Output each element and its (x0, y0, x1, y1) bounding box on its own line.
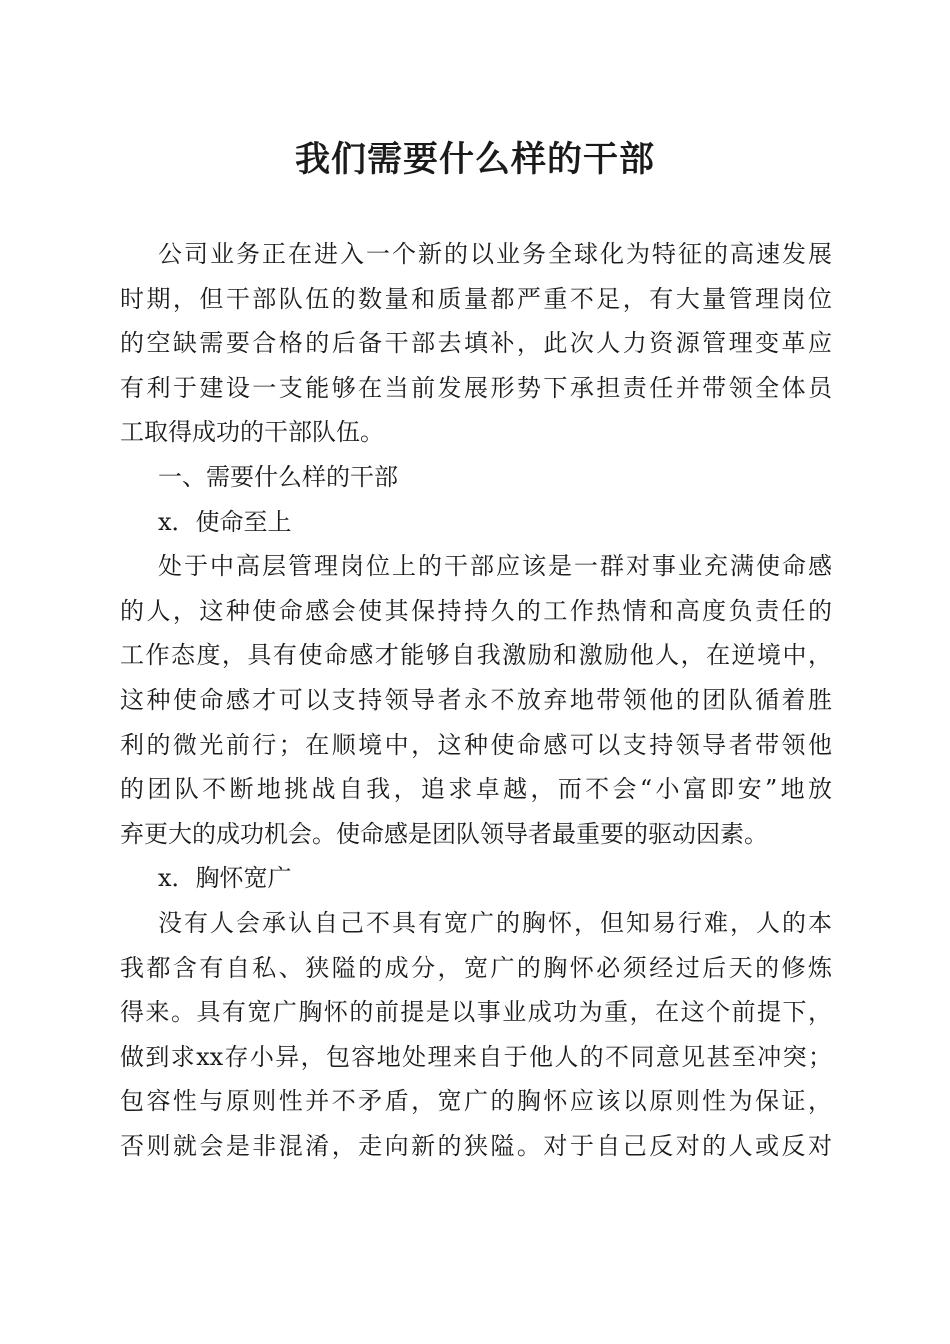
document-title: 我们需要什么样的干部 (294, 139, 655, 180)
intro-line: 时期，但干部队伍的数量和质量都严重不足，有大量管理岗位 (120, 284, 832, 313)
paragraph-line: 我都含有自私、狭隘的成分，宽广的胸怀必须经过后天的修炼 (120, 953, 832, 982)
paragraph-line: 的人，这种使命感会使其保持持久的工作热情和高度负责任的 (120, 596, 832, 625)
paragraph-line: 处于中高层管理岗位上的干部应该是一群对事业充满使命感 (158, 552, 832, 581)
subsection-heading: x．胸怀宽广 (158, 864, 292, 893)
paragraph-line: 弃更大的成功机会。使命感是团队领导者最重要的驱动因素。 (120, 819, 768, 848)
intro-line: 公司业务正在进入一个新的以业务全球化为特征的高速发展 (158, 240, 832, 268)
paragraph-line: 没有人会承认自己不具有宽广的胸怀，但知易行难，人的本 (158, 908, 832, 937)
paragraph-line: 得来。具有宽广胸怀的前提是以事业成功为重，在这个前提下， (120, 998, 832, 1027)
intro-line: 的空缺需要合格的后备干部去填补，此次人力资源管理变革应 (120, 329, 832, 358)
paragraph-line: 否则就会是非混淆，走向新的狭隘。对于自己反对的人或反对 (120, 1131, 832, 1160)
paragraph-line: 做到求xx存小异，包容地处理来自于他人的不同意见甚至冲突； (120, 1042, 832, 1071)
paragraph-line: 的团队不断地挑战自我，追求卓越，而不会“小富即安”地放 (120, 775, 832, 804)
intro-line: 工取得成功的干部队伍。 (120, 418, 384, 447)
intro-line: 有利于建设一支能够在当前发展形势下承担责任并带领全体员 (120, 373, 832, 402)
paragraph-line: 利的微光前行；在顺境中，这种使命感可以支持领导者带领他 (120, 730, 832, 759)
paragraph-line: 工作态度，具有使命感才能够自我激励和激励他人，在逆境中， (120, 641, 832, 670)
subsection-heading: x．使命至上 (158, 507, 292, 536)
document-body (120, 232, 832, 1168)
paragraph-line: 这种使命感才可以支持领导者永不放弃地带领他的团队循着胜 (120, 685, 832, 714)
section-heading: 一、需要什么样的干部 (158, 462, 398, 491)
paragraph-line: 包容性与原则性并不矛盾，宽广的胸怀应该以原则性为保证， (120, 1087, 832, 1116)
